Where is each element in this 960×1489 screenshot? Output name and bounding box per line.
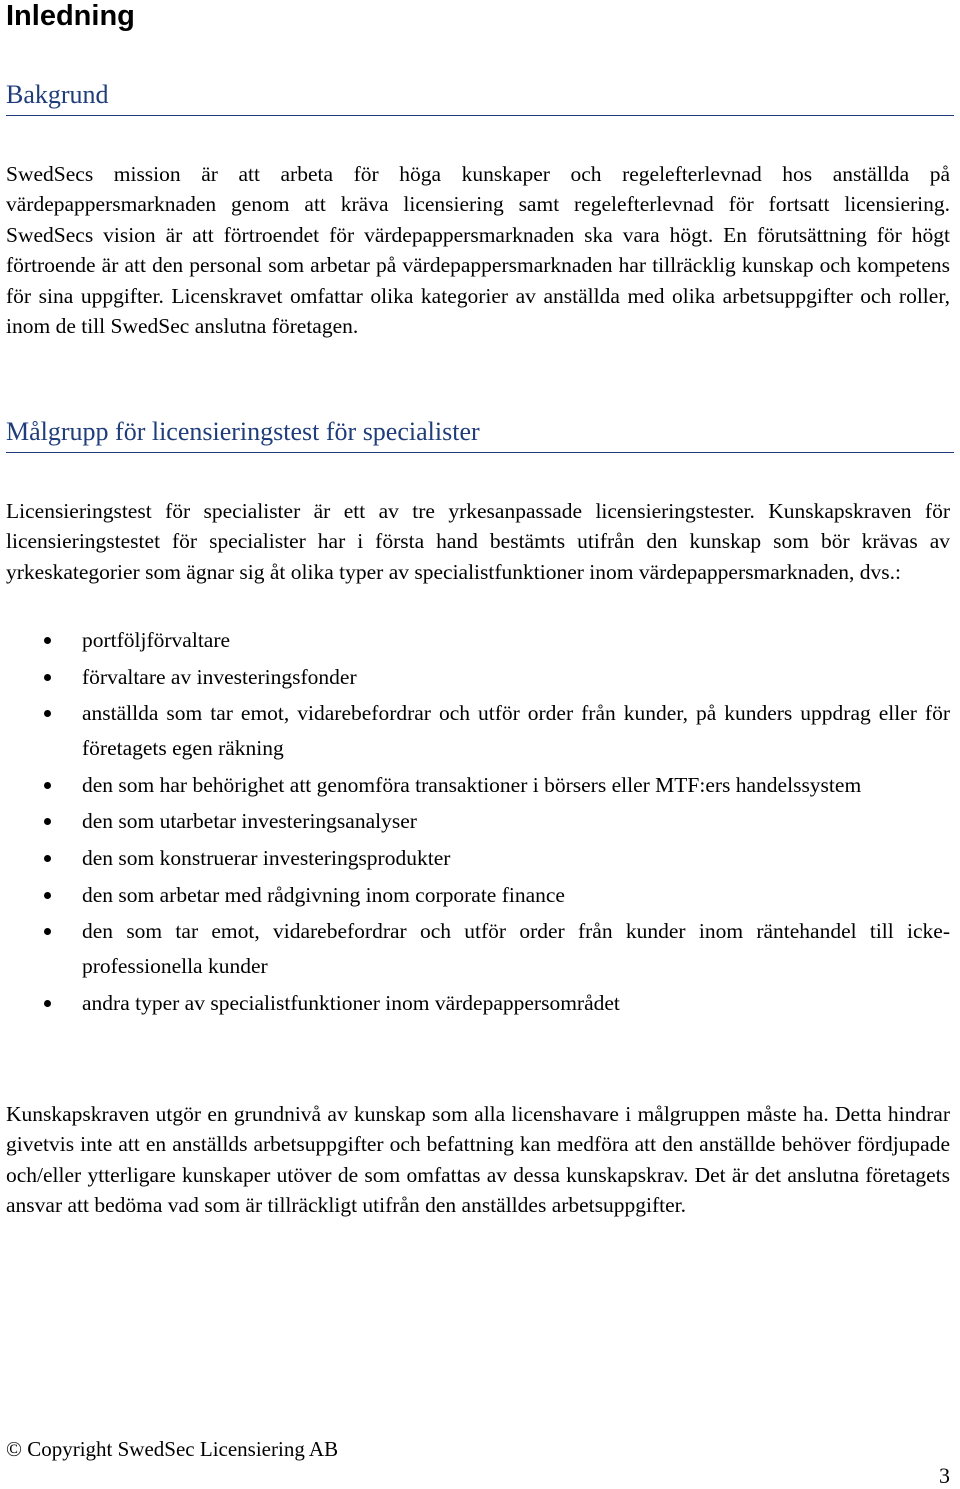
list-item [6, 914, 950, 984]
list-item [6, 660, 950, 695]
bullet-icon [44, 782, 51, 789]
bullet-icon [44, 855, 51, 862]
list-item-text: andra typer av specialistfunktioner inom värdepappersområdet [82, 990, 620, 1015]
section-heading-target-group: Målgrupp för licensieringstest för specialister [6, 415, 954, 453]
bullet-icon [44, 928, 51, 935]
page-title: Inledning [6, 0, 135, 32]
list-item [6, 696, 950, 766]
footer-copyright: © Copyright SwedSec Licensiering AB [6, 1437, 339, 1461]
page-number: 3 [939, 1463, 950, 1488]
background-paragraph: SwedSecs mission är att arbeta för höga kunskaper och regelefterlevnad hos anställda på värdepappersmarknaden genom att kräva licensiering samt regelefterlevnad för fortsatt licensiering. SwedSecs vision är att förtroendet för värdepappersmarknaden ska vara högt. En förutsättning för högt förtroende är att den personal som arbetar på värdepappersmarknaden har tillräcklig kunskap och kompetens för sina uppgifter. Licenskravet omfattar olika kategorier av anställda med olika arbetsuppgifter och roller, inom de till SwedSec anslutna företagen. [6, 162, 950, 339]
bullet-icon [44, 674, 51, 681]
bullet-icon [44, 710, 51, 717]
list-item-text: den som har behörighet att genomföra transaktioner i börsers eller MTF:ers handelssystem [82, 772, 862, 797]
list-item [6, 623, 950, 658]
closing-paragraph: Kunskapskraven utgör en grundnivå av kunskap som alla licenshavare i målgruppen måste ha. Detta hindrar givetvis inte att en anställds arbetsuppgifter och befattning kan medföra att den anställde behöver fördjupade och/eller ytterligare kunskaper utöver de som omfattas av dessa kunskapskrav. Det är det anslutna företagets ansvar att bedöma vad som är tillräckligt utifrån den anställdes arbetsuppgifter. [6, 1102, 950, 1218]
bullet-icon [44, 892, 51, 899]
list-item-text: den som tar emot, vidarebefordrar och utför order från kunder inom räntehandel till icke-professionella kunder [82, 919, 950, 979]
specialist-role-list [6, 623, 950, 1022]
list-item [6, 986, 950, 1021]
section-heading-background: Bakgrund [6, 78, 954, 116]
list-item [6, 768, 950, 803]
list-item [6, 841, 950, 876]
bullet-icon [44, 1000, 51, 1007]
list-item-text: den som arbetar med rådgivning inom corporate finance [82, 882, 565, 907]
list-item-text: den som konstruerar investeringsprodukter [82, 845, 451, 870]
list-item-text: den som utarbetar investeringsanalyser [82, 809, 417, 834]
bullet-icon [44, 637, 51, 644]
list-item [6, 878, 950, 913]
list-item-text: portföljförvaltare [82, 628, 231, 652]
list-item-text: anställda som tar emot, vidarebefordrar och utför order från kunder, på kunders uppdrag eller för företagets egen räkning [82, 701, 950, 761]
target-group-paragraph: Licensieringstest för specialister är ett av tre yrkesanpassade licensieringstester. Kunskapskraven för licensieringstestet för specialister har i första hand bestämts utifrån den kunskap som bör krävas av yrkeskategorier som ägnar sig åt olika typer av specialistfunktioner inom värdepappersmarknaden, dvs.: [6, 499, 950, 584]
list-item-text: förvaltare av investeringsfonder [82, 664, 357, 689]
bullet-icon [44, 818, 51, 825]
list-item [6, 804, 950, 839]
